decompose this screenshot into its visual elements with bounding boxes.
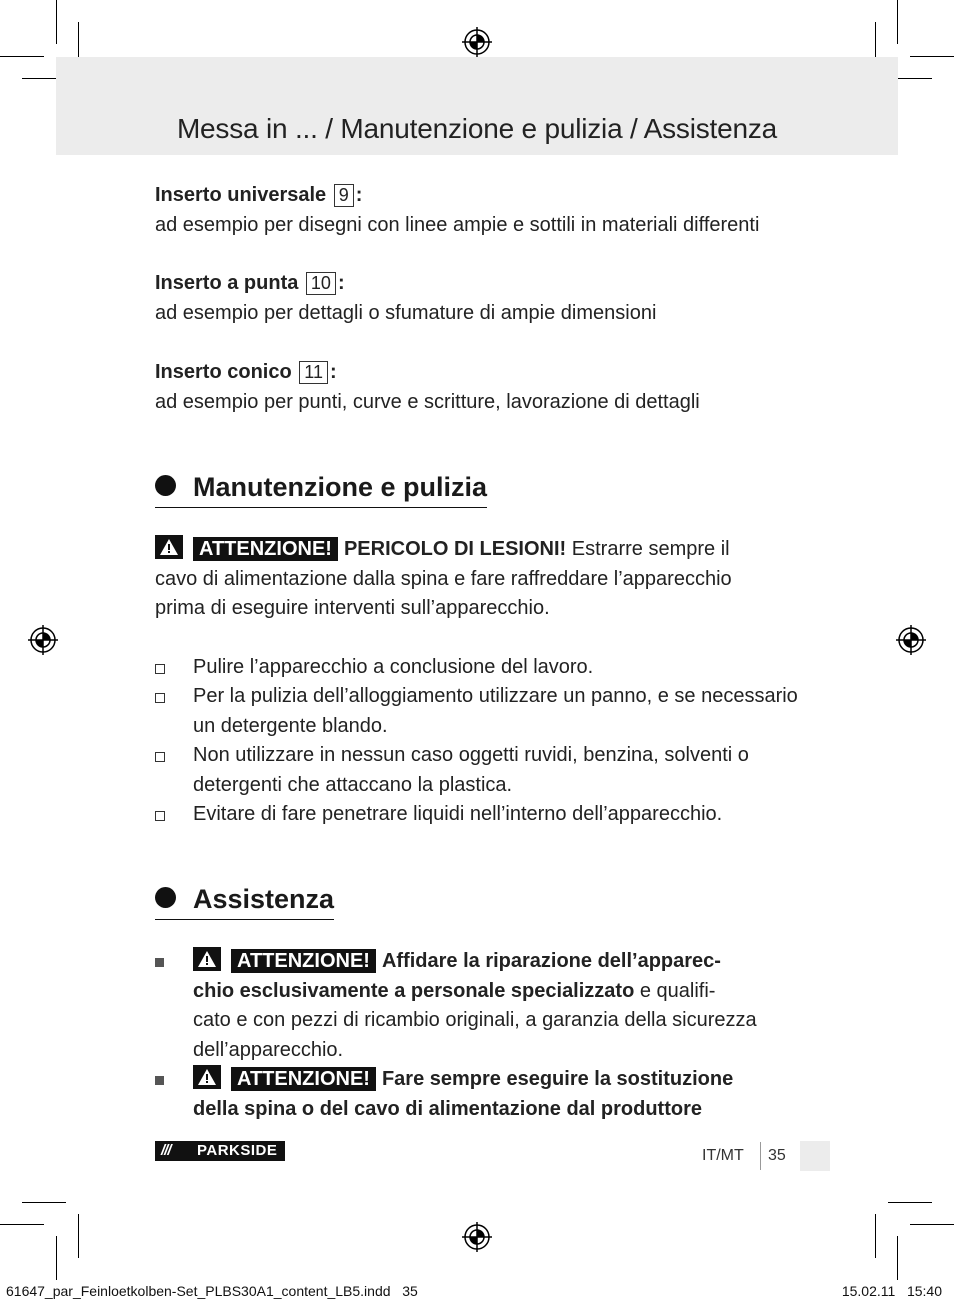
parkside-logo: /// PARKSIDE (155, 1141, 285, 1161)
language-code: IT/MT (702, 1147, 744, 1164)
crop-mark (56, 1236, 57, 1280)
warning-label: ATTENZIONE! (193, 537, 338, 561)
page-title: Messa in ... / Manutenzione e pulizia / Assistenza (176, 113, 778, 144)
service-item: ATTENZIONE! Fare sempre eseguire la sostituzione della spina o del cavo di alimentazione dal produttore (155, 1065, 815, 1124)
square-bullet-icon (155, 1076, 164, 1085)
service-item: ATTENZIONE! Affidare la riparazione dell’apparec- chio esclusivamente a personale specializzato e qualifi- cato e con pezzi di ricambio originali, a garanzia della sicurezza dell’apparecchio. (155, 947, 815, 1065)
ref-number: 9 (334, 184, 354, 207)
page-number: 35 (768, 1147, 786, 1164)
insert-label: Inserto conico (155, 361, 292, 383)
crop-mark (0, 56, 44, 57)
insert-block (155, 269, 815, 328)
slug-datetime: 15.02.11 15:40 (841, 1283, 942, 1299)
warning-text: prima di eseguire interventi sull’apparecchio. (155, 597, 550, 619)
divider (760, 1142, 761, 1170)
insert-block (155, 358, 815, 417)
list-item: Evitare di fare penetrare liquidi nell’interno dell’apparecchio. (155, 800, 815, 830)
bullet-icon (155, 887, 176, 908)
page-tab (800, 1141, 830, 1171)
crop-mark (897, 0, 898, 44)
checkbox-bullet-icon (155, 811, 165, 821)
crop-mark (22, 1202, 66, 1203)
insert-description: ad esempio per punti, curve e scritture, lavorazione di dettagli (155, 390, 700, 413)
registration-mark-icon (462, 1222, 492, 1252)
insert-description: ad esempio per disegni con linee ampie e sottili in materiali differenti (155, 213, 760, 236)
checkbox-bullet-icon (155, 693, 165, 703)
registration-mark-icon (462, 27, 492, 57)
warning-triangle-icon (193, 947, 221, 971)
warning-triangle-icon (155, 535, 183, 559)
list-item: Pulire l’apparecchio a conclusione del lavoro. (155, 653, 815, 683)
crop-mark (0, 1224, 44, 1225)
crop-mark (910, 56, 954, 57)
warning-bold-text: PERICOLO DI LESIONI! (343, 538, 567, 560)
checkbox-bullet-icon (155, 752, 165, 762)
insert-label: Inserto universale (155, 184, 327, 206)
maintenance-warning (155, 535, 815, 624)
crop-mark (78, 1214, 79, 1258)
warning-text: Estrarre sempre il (571, 538, 730, 560)
insert-block (155, 181, 815, 240)
registration-mark-icon (896, 625, 926, 655)
warning-text: cavo di alimentazione dalla spina e fare raffreddare l’apparecchio (155, 567, 732, 590)
checkbox-bullet-icon (155, 664, 165, 674)
crop-mark (897, 1236, 898, 1280)
ref-number: 11 (299, 361, 328, 384)
warning-label: ATTENZIONE! (231, 949, 376, 973)
insert-description: ad esempio per dettagli o sfumature di ampie dimensioni (155, 301, 657, 324)
crop-mark (875, 1214, 876, 1258)
crop-mark (910, 1224, 954, 1225)
bullet-icon (155, 475, 176, 496)
insert-heading: Inserto a punta 10 : (155, 272, 345, 294)
insert-heading: Inserto conico 11 : (155, 361, 337, 383)
list-item: Non utilizzare in nessun caso oggetti ruvidi, benzina, solventi o detergenti che attaccano la plastica. (155, 741, 815, 800)
warning-label: ATTENZIONE! (231, 1067, 376, 1091)
square-bullet-icon (155, 958, 164, 967)
section-heading-maintenance: Manutenzione e pulizia (155, 472, 487, 503)
list-item: Per la pulizia dell’alloggiamento utilizzare un panno, e se necessario un detergente blando. (155, 682, 815, 741)
crop-mark (888, 1202, 932, 1203)
insert-label: Inserto a punta (155, 272, 299, 294)
insert-heading: Inserto universale 9 : (155, 184, 363, 206)
section-heading-service: Assistenza (155, 884, 334, 915)
ref-number: 10 (306, 272, 336, 295)
warning-triangle-icon (193, 1065, 221, 1089)
slug-filename: 61647_par_Feinloetkolben-Set_PLBS30A1_content_LB5.indd 35 (6, 1283, 418, 1299)
registration-mark-icon (28, 625, 58, 655)
crop-mark (56, 0, 57, 44)
